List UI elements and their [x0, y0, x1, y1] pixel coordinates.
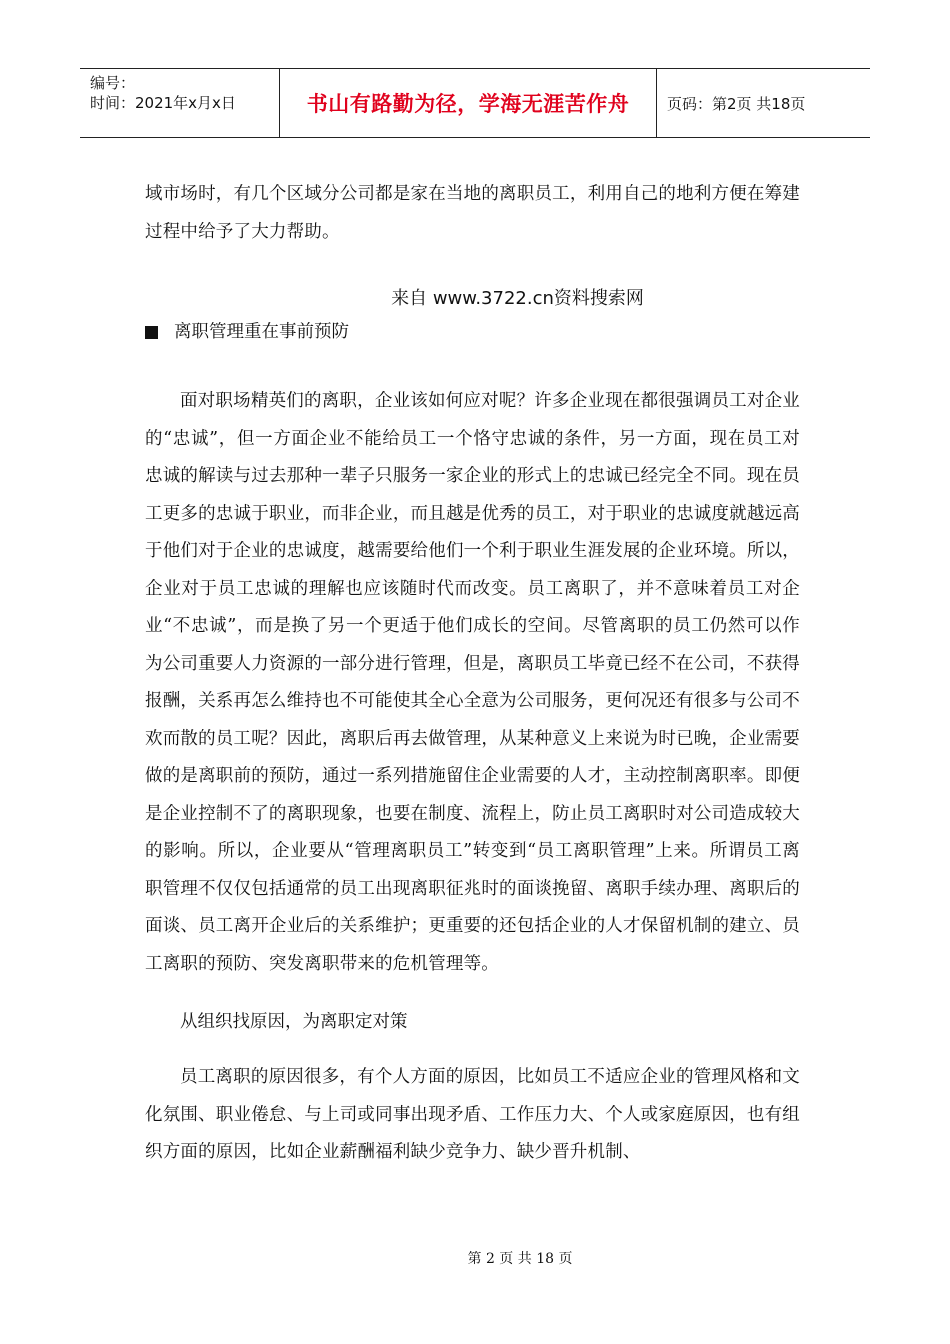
- section-heading: [145, 317, 800, 347]
- source-watermark-text: 来自 www.3722.cn资料搜索网: [391, 288, 644, 309]
- paragraph-continuation: 域市场时，有几个区域分公司都是家在当地的离职员工，利用自己的地利方便在筹建过程中给予了大力帮助。: [145, 184, 800, 242]
- date-label: 时间：2021年x月x日: [90, 94, 236, 112]
- page-footer: 第 2 页 共 18 页: [467, 1251, 573, 1267]
- sub-heading: 从组织找原因，为离职定对策: [180, 1012, 408, 1032]
- document-header: [80, 68, 870, 138]
- square-bullet-icon: [145, 326, 158, 339]
- header-meta: [80, 69, 280, 137]
- section-heading-text: 离职管理重在事前预防: [174, 322, 349, 342]
- header-page-info: 页码：第2页 共18页: [667, 94, 806, 113]
- header-motto: 书山有路勤为径，学海无涯苦作舟: [280, 69, 657, 137]
- number-label: 编号：: [90, 74, 136, 92]
- paragraph-main: 面对职场精英们的离职，企业该如何应对呢？许多企业现在都很强调员工对企业的“忠诚”，但一方面企业不能给员工一个恪守忠诚的条件，另一方面，现在员工对忠诚的解读与过去那种一辈子只服务一家企业的形式上的忠诚已经完全不同。现在员工更多的忠诚于职业，而非企业，而且越是优秀的员工，对于职业的忠诚度就越远高于他们对于企业的忠诚度，越需要给他们一个利于职业生涯发展的企业环境。所以，企业对于员工忠诚的理解也应该随时代而改变。员工离职了，并不意味着员工对企业“不忠诚”，而是换了另一个更适于他们成长的空间。尽管离职的员工仍然可以作为公司重要人力资源的一部分进行管理，但是，离职员工毕竟已经不在公司，不获得报酬，关系再怎么维持也不可能使其全心全意为公司服务，更何况还有很多与公司不欢而散的员工呢？因此，离职后再去做管理，从某种意义上来说为时已晚，企业需要做的是离职前的预防，通过一系列措施留住企业需要的人才，主动控制离职率。即便是企业控制不了的离职现象，也要在制度、流程上，防止员工离职时对公司造成较大的影响。所以，企业要从“管理离职员工”转变到“员工离职管理”上来。所谓员工离职管理不仅仅包括通常的员工出现离职征兆时的面谈挽留、离职手续办理、离职后的面谈、员工离开企业后的关系维护；更重要的还包括企业的人才保留机制的建立、员工离职的预防、突发离职带来的危机管理等。: [145, 391, 800, 974]
- document-body: [145, 176, 800, 1172]
- paragraph-causes: 员工离职的原因很多，有个人方面的原因，比如员工不适应企业的管理风格和文化氛围、职业倦怠、与上司或同事出现矛盾、工作压力大、个人或家庭原因，也有组织方面的原因，比如企业薪酬福利缺少竞争力、缺少晋升机制、: [145, 1067, 800, 1162]
